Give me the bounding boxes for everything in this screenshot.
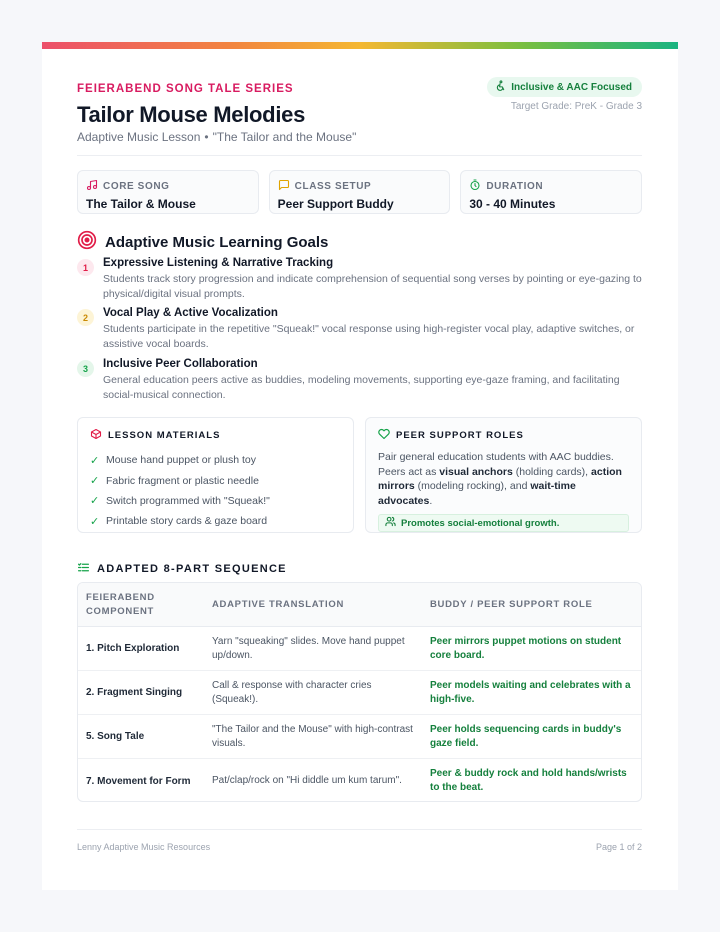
table-row bbox=[78, 627, 641, 671]
goal-number: 2 bbox=[77, 309, 94, 326]
footer-source: Lenny Adaptive Music Resources bbox=[77, 842, 211, 852]
lesson-type: Adaptive Music Lesson bbox=[77, 130, 201, 144]
info-card-class-setup bbox=[269, 170, 451, 214]
peer-bold-text: action mirrors bbox=[378, 465, 622, 492]
component-cell: 7. Movement for Form bbox=[86, 775, 191, 787]
box-icon bbox=[90, 428, 102, 443]
info-card-value: The Tailor & Mouse bbox=[86, 197, 196, 211]
goal-number: 1 bbox=[77, 259, 94, 276]
column-header: FEIERABEND COMPONENT bbox=[86, 591, 155, 617]
table-row bbox=[78, 671, 641, 715]
goals-heading bbox=[77, 230, 328, 254]
header-divider bbox=[77, 155, 642, 156]
peer-heading: PEER SUPPORT ROLES bbox=[396, 430, 524, 441]
check-icon: ✓ bbox=[90, 515, 100, 528]
component-cell: 2. Fragment Singing bbox=[86, 687, 183, 698]
info-card-duration bbox=[460, 170, 642, 214]
peer-text: (holding cards), bbox=[512, 465, 592, 478]
info-card-label: DURATION bbox=[486, 181, 544, 192]
role-cell: Peer holds sequencing cards in buddy's gaze field. bbox=[430, 723, 622, 749]
series-label: FEIERABEND SONG TALE SERIES bbox=[77, 83, 294, 95]
badge-label: Inclusive & AAC Focused bbox=[511, 81, 632, 93]
component-cell: 1. Pitch Exploration bbox=[86, 643, 180, 654]
goal-description: Students track story progression and indicate comprehension of sequential song verses by pointing or eye-gazing to physical/digital visual prompts. bbox=[103, 273, 642, 300]
peer-support-box bbox=[365, 417, 642, 533]
peer-description bbox=[378, 450, 629, 508]
check-icon: ✓ bbox=[90, 454, 100, 467]
page-number: Page 1 of 2 bbox=[595, 842, 642, 852]
list-item bbox=[90, 491, 341, 511]
info-card-label: CLASS SETUP bbox=[294, 181, 372, 192]
lesson-materials-box bbox=[77, 417, 354, 533]
peer-bold-text: wait-time advocates bbox=[378, 480, 576, 507]
info-card-value: 30 - 40 Minutes bbox=[469, 197, 556, 211]
column-header: BUDDY / PEER SUPPORT ROLE bbox=[430, 599, 593, 610]
table-row bbox=[78, 715, 641, 759]
footer-divider bbox=[77, 829, 642, 830]
music-note-icon bbox=[86, 179, 98, 194]
gradient-top-bar bbox=[42, 42, 678, 49]
sequence-table bbox=[77, 582, 642, 802]
material-text: Printable story cards & gaze board bbox=[106, 515, 268, 528]
translation-cell: Call & response with character cries (Squeak!). bbox=[212, 679, 372, 705]
chat-bubble-icon bbox=[278, 179, 290, 194]
peer-text: Pair general education students with AAC buddies. Peers act as bbox=[378, 451, 614, 478]
lesson-song: "The Tailor and the Mouse" bbox=[212, 130, 357, 144]
list-item bbox=[90, 470, 341, 490]
check-icon: ✓ bbox=[90, 475, 100, 488]
goals-heading-text: Adaptive Music Learning Goals bbox=[105, 233, 329, 251]
goal-number: 3 bbox=[77, 360, 94, 377]
promo-note bbox=[378, 514, 629, 532]
users-icon bbox=[385, 516, 396, 530]
peer-text: . bbox=[429, 494, 433, 507]
role-cell: Peer mirrors puppet motions on student core board. bbox=[430, 635, 622, 661]
goal-title: Expressive Listening & Narrative Tracking bbox=[103, 257, 334, 269]
component-cell: 5. Song Tale bbox=[86, 731, 145, 742]
check-icon: ✓ bbox=[90, 495, 100, 508]
info-card-label: CORE SONG bbox=[103, 181, 170, 192]
material-text: Mouse hand puppet or plush toy bbox=[106, 454, 257, 467]
table-header bbox=[78, 583, 641, 627]
info-card-value: Peer Support Buddy bbox=[277, 197, 394, 211]
promo-text: Promotes social-emotional growth. bbox=[401, 517, 560, 529]
table-row bbox=[78, 759, 641, 802]
info-card-core-song bbox=[77, 170, 259, 214]
inclusive-badge bbox=[487, 77, 642, 97]
list-item bbox=[90, 511, 341, 531]
target-grade: Target Grade: PreK - Grade 3 bbox=[510, 101, 642, 112]
sequence-heading bbox=[77, 561, 287, 577]
column-header: ADAPTIVE TRANSLATION bbox=[212, 599, 345, 610]
goal-description: General education peers active as buddies, modeling movements, supporting eye-gaze framing, and facilitating social-musical connection. bbox=[103, 374, 620, 401]
stopwatch-icon bbox=[469, 179, 481, 194]
materials-list bbox=[90, 450, 341, 532]
accessibility-icon bbox=[495, 80, 506, 94]
translation-cell: Yarn "squeaking" slides. Move hand puppet up/down. bbox=[212, 635, 405, 661]
goal-title: Vocal Play & Active Vocalization bbox=[103, 307, 278, 319]
translation-cell: Pat/clap/rock on "Hi diddle um kum tarum". bbox=[212, 775, 402, 786]
role-cell: Peer models waiting and celebrates with a high-five. bbox=[430, 679, 631, 705]
role-cell: Peer & buddy rock and hold hands/wrists to the beat. bbox=[430, 768, 627, 793]
page-subtitle bbox=[77, 130, 356, 144]
heart-icon bbox=[378, 428, 390, 443]
goal-title: Inclusive Peer Collaboration bbox=[103, 358, 258, 370]
list-icon bbox=[77, 561, 90, 577]
list-item bbox=[90, 450, 341, 470]
goal-description: Students participate in the repetitive "Squeak!" vocal response using high-register vocal play, adaptive switches, or assistive vocal boards. bbox=[103, 323, 635, 350]
material-text: Switch programmed with "Squeak!" bbox=[106, 494, 270, 507]
sequence-heading-text: ADAPTED 8-PART SEQUENCE bbox=[97, 563, 287, 575]
material-text: Fabric fragment or plastic needle bbox=[106, 474, 259, 487]
info-cards bbox=[77, 170, 642, 214]
bullet-separator: • bbox=[204, 130, 209, 144]
page-title: Tailor Mouse Melodies bbox=[77, 102, 305, 127]
lesson-page bbox=[42, 42, 678, 890]
translation-cell: "The Tailor and the Mouse" with high-contrast visuals. bbox=[212, 723, 413, 749]
peer-bold-text: visual anchors bbox=[439, 465, 513, 478]
target-icon bbox=[77, 230, 97, 254]
materials-heading: LESSON MATERIALS bbox=[108, 430, 221, 441]
peer-text: (modeling rocking), and bbox=[414, 480, 531, 492]
